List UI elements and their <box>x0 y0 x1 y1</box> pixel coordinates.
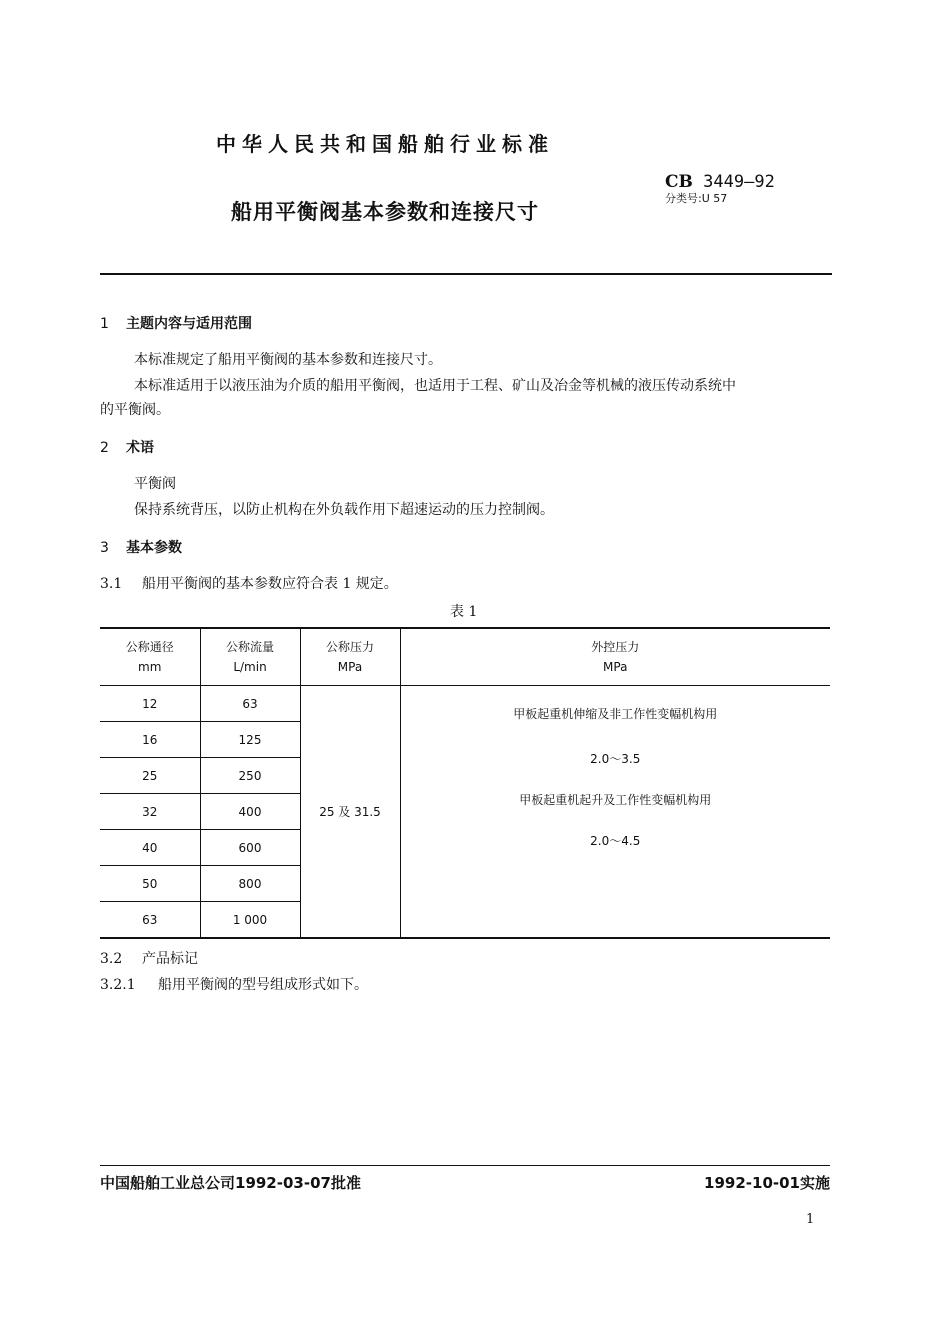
section-2-number: 2 <box>100 440 109 456</box>
table-header-row <box>100 628 830 686</box>
cell-diameter: 32 <box>100 794 200 830</box>
clause-3-2-1-text: 船用平衡阀的型号组成形式如下。 <box>158 977 368 993</box>
cell-diameter: 16 <box>100 722 200 758</box>
clause-3-1-number: 3.1 <box>100 576 123 592</box>
footer-divider <box>100 1165 830 1166</box>
header-divider <box>100 273 832 275</box>
term-name: 平衡阀 <box>134 476 176 492</box>
clause-3-2-text: 产品标记 <box>142 951 198 967</box>
clause-3-1-text: 船用平衡阀的基本参数应符合表 1 规定。 <box>142 576 398 592</box>
parameter-table <box>100 627 830 939</box>
cell-flow: 400 <box>200 794 300 830</box>
standard-organization: 中华人民共和国船舶行业标准 <box>216 132 554 156</box>
section-1-title: 主题内容与适用范围 <box>126 316 252 332</box>
clause-3-1 <box>100 573 398 595</box>
section-1-paragraph-2-cont: 的平衡阀。 <box>100 402 170 418</box>
standard-code-prefix: CB <box>665 172 693 192</box>
external-pressure-range-2: 2.0～4.5 <box>590 834 641 848</box>
cell-external-pressure <box>400 686 830 939</box>
standard-code <box>665 172 775 192</box>
header-nominal-diameter: 公称通径 mm <box>100 628 200 686</box>
clause-3-2 <box>100 948 198 970</box>
cell-diameter: 25 <box>100 758 200 794</box>
section-1-heading <box>100 313 252 333</box>
section-3-number: 3 <box>100 540 109 556</box>
header-nominal-pressure: 公称压力 MPa <box>300 628 400 686</box>
cell-diameter: 12 <box>100 686 200 722</box>
cell-flow: 250 <box>200 758 300 794</box>
page-number: 1 <box>806 1212 815 1227</box>
section-3-title: 基本参数 <box>126 540 182 556</box>
external-pressure-use-1: 甲板起重机伸缩及非工作性变幅机构用 <box>513 707 718 721</box>
standard-code-number: 3449—92 <box>703 172 775 192</box>
section-3-heading <box>100 537 182 557</box>
cell-diameter: 40 <box>100 830 200 866</box>
section-1-paragraph-2: 本标准适用于以液压油为介质的船用平衡阀，也适用于工程、矿山及冶金等机械的液压传动系统中 <box>134 378 736 394</box>
classification-number: 分类号:U 57 <box>665 192 728 205</box>
cell-flow: 63 <box>200 686 300 722</box>
cell-flow: 800 <box>200 866 300 902</box>
table-caption: 表 1 <box>450 604 478 620</box>
document-title: 船用平衡阀基本参数和连接尺寸 <box>231 200 539 224</box>
cell-nominal-pressure: 25 及 31.5 <box>300 686 400 939</box>
section-1-paragraph-1: 本标准规定了船用平衡阀的基本参数和连接尺寸。 <box>134 352 442 368</box>
term-definition: 保持系统背压，以防止机构在外负载作用下超速运动的压力控制阀。 <box>134 502 554 518</box>
header-nominal-flow: 公称流量 L/min <box>200 628 300 686</box>
cell-diameter: 50 <box>100 866 200 902</box>
approval-statement: 中国船舶工业总公司1992-03-07批准 <box>100 1174 361 1192</box>
table-row <box>100 686 830 722</box>
cell-flow: 1 000 <box>200 902 300 939</box>
external-pressure-use-2: 甲板起重机起升及工作性变幅机构用 <box>519 793 712 807</box>
header-external-pressure: 外控压力 MPa <box>591 640 640 674</box>
section-1-number: 1 <box>100 316 109 332</box>
cell-flow: 600 <box>200 830 300 866</box>
effective-date: 1992-10-01实施 <box>704 1174 830 1192</box>
clause-3-2-1-number: 3.2.1 <box>100 977 136 993</box>
cell-diameter: 63 <box>100 902 200 939</box>
section-2-title: 术语 <box>126 440 154 456</box>
external-pressure-range-1: 2.0～3.5 <box>590 752 641 766</box>
clause-3-2-1 <box>100 974 368 996</box>
section-2-heading <box>100 437 154 457</box>
cell-flow: 125 <box>200 722 300 758</box>
clause-3-2-number: 3.2 <box>100 951 123 967</box>
